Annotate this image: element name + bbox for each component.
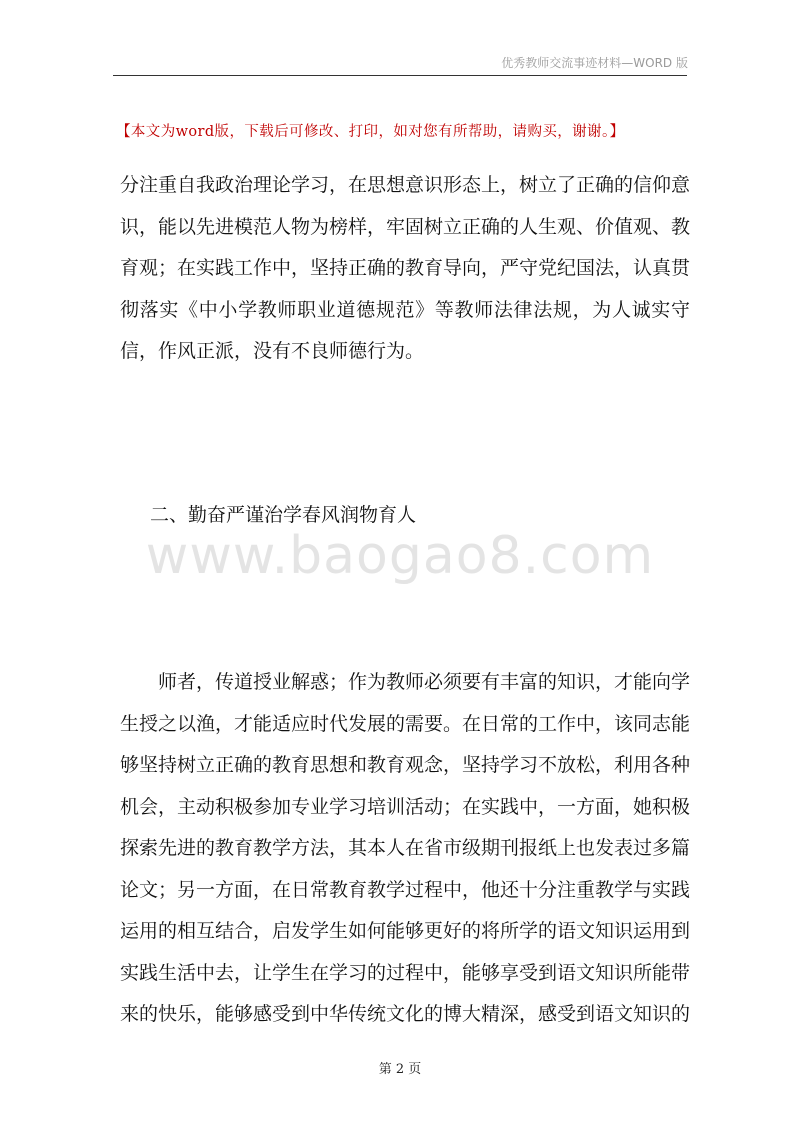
watermark-text: www.baogao8.com	[145, 526, 655, 586]
header-divider	[113, 75, 687, 76]
page-number: 第 2 页	[378, 1062, 422, 1077]
section-heading: 二、勤奋严谨治学春风润物育人	[150, 504, 417, 526]
header-title: 优秀教师交流事迹材料—WORD 版	[501, 56, 688, 70]
purchase-notice: 【本文为word版，下载后可修改、打印，如对您有所帮助，请购买，谢谢。】	[116, 124, 625, 140]
body-paragraph-2: 师者，传道授业解惑；作为教师必须要有丰富的知识，才能向学生授之以渔，才能适应时代发展的需要。在日常的工作中，该同志能够坚持树立正确的教育思想和教育观念，坚持学习不放松，利用各种机会，主动积极参加专业学习培训活动；在实践中，一方面，她积极探索先进的教育教学方法，其本人在省市级期刊报纸上也发表过多篇论文；另一方面，在日常教育教学过程中，他还十分注重教学与实践运用的相互结合，启发学生如何能够更好的将所学的语文知识运用到实践生活中去，让学生在学习的过程中，能够享受到语文知识所能带来的快乐，能够感受到中华传统文化的博大精深，感受到语文知识的	[120, 671, 691, 1025]
body-paragraph-1: 分注重自我政治理论学习，在思想意识形态上，树立了正确的信仰意识，能以先进模范人物为榜样，牢固树立正确的人生观、价值观、教育观；在实践工作中，坚持正确的教育导向，严守党纪国法，认真贯彻落实《中小学教师职业道德规范》等教师法律法规，为人诚实守信，作风正派，没有不良师德行为。	[120, 174, 691, 362]
